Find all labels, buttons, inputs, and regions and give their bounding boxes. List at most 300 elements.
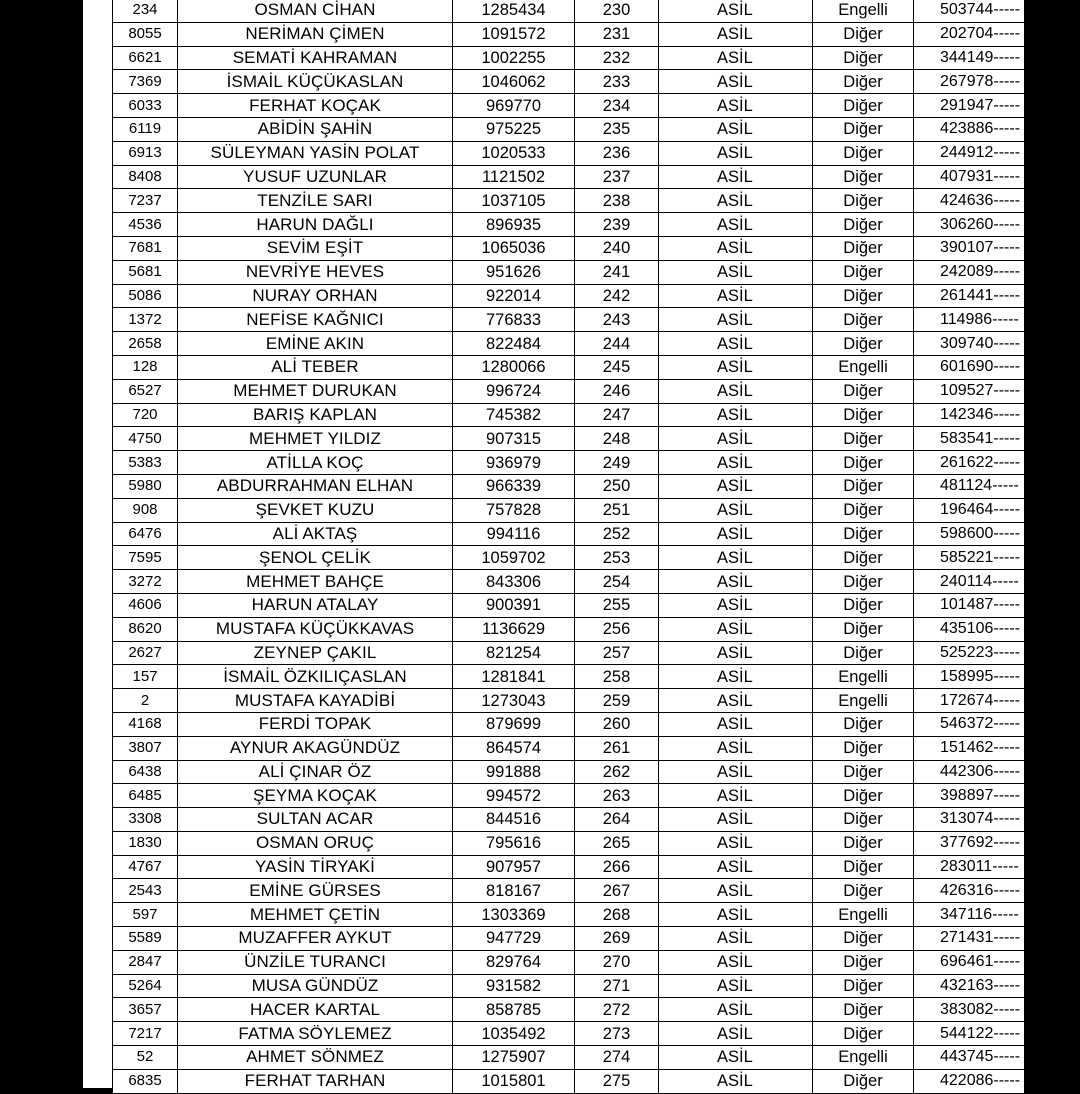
row-id-cell: 157 bbox=[113, 665, 178, 689]
score-cell: 1121502 bbox=[453, 165, 575, 189]
rank-cell: 260 bbox=[575, 712, 659, 736]
score-cell: 1281841 bbox=[453, 665, 575, 689]
id-number-cell: 598600----- bbox=[914, 522, 1025, 546]
category-cell: Diğer bbox=[813, 189, 914, 213]
category-cell: Diğer bbox=[813, 213, 914, 237]
row-id-cell: 7681 bbox=[113, 236, 178, 260]
category-cell: Engelli bbox=[813, 665, 914, 689]
row-id-cell: 52 bbox=[113, 1046, 178, 1070]
row-id-cell: 2543 bbox=[113, 879, 178, 903]
id-number-cell: 432163----- bbox=[914, 974, 1025, 998]
status-cell: ASİL bbox=[659, 760, 813, 784]
name-cell: AHMET SÖNMEZ bbox=[178, 1046, 453, 1070]
score-cell: 864574 bbox=[453, 736, 575, 760]
name-cell: MUZAFFER AYKUT bbox=[178, 927, 453, 951]
rank-cell: 240 bbox=[575, 236, 659, 260]
rank-cell: 244 bbox=[575, 332, 659, 356]
status-cell: ASİL bbox=[659, 165, 813, 189]
status-cell: ASİL bbox=[659, 0, 813, 22]
status-cell: ASİL bbox=[659, 998, 813, 1022]
id-number-cell: 696461----- bbox=[914, 950, 1025, 974]
name-cell: FERDİ TOPAK bbox=[178, 712, 453, 736]
name-cell: ABDURRAHMAN ELHAN bbox=[178, 474, 453, 498]
row-id-cell: 6033 bbox=[113, 94, 178, 118]
score-cell: 947729 bbox=[453, 927, 575, 951]
rank-cell: 238 bbox=[575, 189, 659, 213]
table-row bbox=[113, 760, 1025, 784]
row-id-cell: 7237 bbox=[113, 189, 178, 213]
status-cell: ASİL bbox=[659, 593, 813, 617]
status-cell: ASİL bbox=[659, 665, 813, 689]
rank-cell: 246 bbox=[575, 379, 659, 403]
score-cell: 844516 bbox=[453, 808, 575, 832]
category-cell: Diğer bbox=[813, 498, 914, 522]
score-cell: 821254 bbox=[453, 641, 575, 665]
row-id-cell: 2627 bbox=[113, 641, 178, 665]
score-cell: 951626 bbox=[453, 260, 575, 284]
id-number-cell: 240114----- bbox=[914, 570, 1025, 594]
rank-cell: 257 bbox=[575, 641, 659, 665]
rank-cell: 253 bbox=[575, 546, 659, 570]
score-cell: 1280066 bbox=[453, 355, 575, 379]
rank-cell: 231 bbox=[575, 22, 659, 46]
table-row bbox=[113, 712, 1025, 736]
table-row bbox=[113, 474, 1025, 498]
category-cell: Diğer bbox=[813, 46, 914, 70]
row-id-cell: 2847 bbox=[113, 950, 178, 974]
table-row bbox=[113, 855, 1025, 879]
table-row bbox=[113, 831, 1025, 855]
score-cell: 822484 bbox=[453, 332, 575, 356]
score-cell: 776833 bbox=[453, 308, 575, 332]
row-id-cell: 6119 bbox=[113, 117, 178, 141]
rank-cell: 275 bbox=[575, 1069, 659, 1093]
row-id-cell: 597 bbox=[113, 903, 178, 927]
status-cell: ASİL bbox=[659, 522, 813, 546]
row-id-cell: 720 bbox=[113, 403, 178, 427]
score-cell: 975225 bbox=[453, 117, 575, 141]
id-number-cell: 196464----- bbox=[914, 498, 1025, 522]
score-cell: 991888 bbox=[453, 760, 575, 784]
name-cell: SÜLEYMAN YASİN POLAT bbox=[178, 141, 453, 165]
score-cell: 994116 bbox=[453, 522, 575, 546]
category-cell: Diğer bbox=[813, 379, 914, 403]
id-number-cell: 423886----- bbox=[914, 117, 1025, 141]
score-cell: 757828 bbox=[453, 498, 575, 522]
category-cell: Diğer bbox=[813, 617, 914, 641]
table-row bbox=[113, 427, 1025, 451]
category-cell: Diğer bbox=[813, 546, 914, 570]
id-number-cell: 242089----- bbox=[914, 260, 1025, 284]
table-row bbox=[113, 998, 1025, 1022]
score-cell: 994572 bbox=[453, 784, 575, 808]
row-id-cell: 128 bbox=[113, 355, 178, 379]
row-id-cell: 4767 bbox=[113, 855, 178, 879]
rank-cell: 274 bbox=[575, 1046, 659, 1070]
name-cell: YUSUF UZUNLAR bbox=[178, 165, 453, 189]
score-cell: 1059702 bbox=[453, 546, 575, 570]
rank-cell: 266 bbox=[575, 855, 659, 879]
table-row bbox=[113, 22, 1025, 46]
id-number-cell: 244912----- bbox=[914, 141, 1025, 165]
status-cell: ASİL bbox=[659, 498, 813, 522]
category-cell: Diğer bbox=[813, 712, 914, 736]
rank-cell: 230 bbox=[575, 0, 659, 22]
rank-cell: 254 bbox=[575, 570, 659, 594]
status-cell: ASİL bbox=[659, 213, 813, 237]
rank-cell: 264 bbox=[575, 808, 659, 832]
name-cell: MEHMET ÇETİN bbox=[178, 903, 453, 927]
score-cell: 795616 bbox=[453, 831, 575, 855]
id-number-cell: 426316----- bbox=[914, 879, 1025, 903]
name-cell: ALİ ÇINAR ÖZ bbox=[178, 760, 453, 784]
table-row bbox=[113, 165, 1025, 189]
id-number-cell: 271431----- bbox=[914, 927, 1025, 951]
name-cell: ZEYNEP ÇAKIL bbox=[178, 641, 453, 665]
name-cell: ABİDİN ŞAHİN bbox=[178, 117, 453, 141]
name-cell: FERHAT TARHAN bbox=[178, 1069, 453, 1093]
row-id-cell: 3272 bbox=[113, 570, 178, 594]
category-cell: Engelli bbox=[813, 903, 914, 927]
score-cell: 896935 bbox=[453, 213, 575, 237]
name-cell: MEHMET BAHÇE bbox=[178, 570, 453, 594]
category-cell: Diğer bbox=[813, 570, 914, 594]
row-id-cell: 7369 bbox=[113, 70, 178, 94]
row-id-cell: 908 bbox=[113, 498, 178, 522]
category-cell: Diğer bbox=[813, 22, 914, 46]
row-id-cell: 3308 bbox=[113, 808, 178, 832]
table-row bbox=[113, 403, 1025, 427]
id-number-cell: 309740----- bbox=[914, 332, 1025, 356]
name-cell: EMİNE AKIN bbox=[178, 332, 453, 356]
table-row bbox=[113, 570, 1025, 594]
name-cell: NEFİSE KAĞNICI bbox=[178, 308, 453, 332]
rank-cell: 252 bbox=[575, 522, 659, 546]
status-cell: ASİL bbox=[659, 332, 813, 356]
status-cell: ASİL bbox=[659, 308, 813, 332]
table-row bbox=[113, 70, 1025, 94]
score-cell: 1303369 bbox=[453, 903, 575, 927]
rank-cell: 237 bbox=[575, 165, 659, 189]
row-id-cell: 5264 bbox=[113, 974, 178, 998]
category-cell: Diğer bbox=[813, 831, 914, 855]
status-cell: ASİL bbox=[659, 284, 813, 308]
status-cell: ASİL bbox=[659, 808, 813, 832]
category-cell: Diğer bbox=[813, 427, 914, 451]
category-cell: Diğer bbox=[813, 141, 914, 165]
table-body bbox=[113, 0, 1025, 1093]
id-number-cell: 114986----- bbox=[914, 308, 1025, 332]
row-id-cell: 6527 bbox=[113, 379, 178, 403]
status-cell: ASİL bbox=[659, 974, 813, 998]
name-cell: FERHAT KOÇAK bbox=[178, 94, 453, 118]
name-cell: ŞEVKET KUZU bbox=[178, 498, 453, 522]
name-cell: MUSA GÜNDÜZ bbox=[178, 974, 453, 998]
row-id-cell: 8620 bbox=[113, 617, 178, 641]
name-cell: SEVİM EŞİT bbox=[178, 236, 453, 260]
category-cell: Engelli bbox=[813, 0, 914, 22]
status-cell: ASİL bbox=[659, 70, 813, 94]
id-number-cell: 383082----- bbox=[914, 998, 1025, 1022]
table-row bbox=[113, 593, 1025, 617]
name-cell: ŞEYMA KOÇAK bbox=[178, 784, 453, 808]
id-number-cell: 109527----- bbox=[914, 379, 1025, 403]
rank-cell: 251 bbox=[575, 498, 659, 522]
row-id-cell: 4168 bbox=[113, 712, 178, 736]
score-cell: 1020533 bbox=[453, 141, 575, 165]
score-cell: 1065036 bbox=[453, 236, 575, 260]
row-id-cell: 8055 bbox=[113, 22, 178, 46]
row-id-cell: 5086 bbox=[113, 284, 178, 308]
name-cell: OSMAN ORUÇ bbox=[178, 831, 453, 855]
category-cell: Diğer bbox=[813, 641, 914, 665]
score-cell: 879699 bbox=[453, 712, 575, 736]
rank-cell: 259 bbox=[575, 689, 659, 713]
rank-cell: 249 bbox=[575, 451, 659, 475]
status-cell: ASİL bbox=[659, 1069, 813, 1093]
category-cell: Diğer bbox=[813, 1069, 914, 1093]
row-id-cell: 2 bbox=[113, 689, 178, 713]
score-cell: 1275907 bbox=[453, 1046, 575, 1070]
rank-cell: 232 bbox=[575, 46, 659, 70]
rank-cell: 273 bbox=[575, 1022, 659, 1046]
row-id-cell: 6621 bbox=[113, 46, 178, 70]
id-number-cell: 424636----- bbox=[914, 189, 1025, 213]
row-id-cell: 3807 bbox=[113, 736, 178, 760]
row-id-cell: 5383 bbox=[113, 451, 178, 475]
id-number-cell: 344149----- bbox=[914, 46, 1025, 70]
id-number-cell: 583541----- bbox=[914, 427, 1025, 451]
score-cell: 1046062 bbox=[453, 70, 575, 94]
rank-cell: 263 bbox=[575, 784, 659, 808]
table-row bbox=[113, 665, 1025, 689]
category-cell: Diğer bbox=[813, 760, 914, 784]
id-number-cell: 347116----- bbox=[914, 903, 1025, 927]
id-number-cell: 261441----- bbox=[914, 284, 1025, 308]
category-cell: Diğer bbox=[813, 165, 914, 189]
status-cell: ASİL bbox=[659, 570, 813, 594]
status-cell: ASİL bbox=[659, 903, 813, 927]
score-cell: 1273043 bbox=[453, 689, 575, 713]
rank-cell: 265 bbox=[575, 831, 659, 855]
category-cell: Diğer bbox=[813, 927, 914, 951]
rank-cell: 243 bbox=[575, 308, 659, 332]
name-cell: MUSTAFA KAYADİBİ bbox=[178, 689, 453, 713]
id-number-cell: 585221----- bbox=[914, 546, 1025, 570]
score-cell: 1091572 bbox=[453, 22, 575, 46]
row-id-cell: 5681 bbox=[113, 260, 178, 284]
rank-cell: 268 bbox=[575, 903, 659, 927]
rank-cell: 247 bbox=[575, 403, 659, 427]
table-row bbox=[113, 189, 1025, 213]
id-number-cell: 525223----- bbox=[914, 641, 1025, 665]
table-row bbox=[113, 141, 1025, 165]
name-cell: ATİLLA KOÇ bbox=[178, 451, 453, 475]
id-number-cell: 283011----- bbox=[914, 855, 1025, 879]
category-cell: Diğer bbox=[813, 736, 914, 760]
table-row bbox=[113, 236, 1025, 260]
row-id-cell: 8408 bbox=[113, 165, 178, 189]
table-row bbox=[113, 879, 1025, 903]
id-number-cell: 601690----- bbox=[914, 355, 1025, 379]
category-cell: Engelli bbox=[813, 355, 914, 379]
id-number-cell: 503744----- bbox=[914, 0, 1025, 22]
category-cell: Diğer bbox=[813, 451, 914, 475]
row-id-cell: 7595 bbox=[113, 546, 178, 570]
score-cell: 966339 bbox=[453, 474, 575, 498]
table-row bbox=[113, 260, 1025, 284]
rank-cell: 267 bbox=[575, 879, 659, 903]
name-cell: HACER KARTAL bbox=[178, 998, 453, 1022]
id-number-cell: 158995----- bbox=[914, 665, 1025, 689]
id-number-cell: 377692----- bbox=[914, 831, 1025, 855]
row-id-cell: 234 bbox=[113, 0, 178, 22]
category-cell: Diğer bbox=[813, 70, 914, 94]
id-number-cell: 172674----- bbox=[914, 689, 1025, 713]
status-cell: ASİL bbox=[659, 427, 813, 451]
name-cell: ALİ TEBER bbox=[178, 355, 453, 379]
id-number-cell: 313074----- bbox=[914, 808, 1025, 832]
score-cell: 745382 bbox=[453, 403, 575, 427]
id-number-cell: 481124----- bbox=[914, 474, 1025, 498]
table-row bbox=[113, 451, 1025, 475]
table-row bbox=[113, 808, 1025, 832]
table-row bbox=[113, 903, 1025, 927]
row-id-cell: 6438 bbox=[113, 760, 178, 784]
score-cell: 829764 bbox=[453, 950, 575, 974]
row-id-cell: 4536 bbox=[113, 213, 178, 237]
category-cell: Engelli bbox=[813, 1046, 914, 1070]
table-row bbox=[113, 117, 1025, 141]
rank-cell: 236 bbox=[575, 141, 659, 165]
status-cell: ASİL bbox=[659, 950, 813, 974]
name-cell: NEVRİYE HEVES bbox=[178, 260, 453, 284]
score-cell: 996724 bbox=[453, 379, 575, 403]
name-cell: İSMAİL KÜÇÜKASLAN bbox=[178, 70, 453, 94]
name-cell: FATMA SÖYLEMEZ bbox=[178, 1022, 453, 1046]
table-row bbox=[113, 332, 1025, 356]
name-cell: BARIŞ KAPLAN bbox=[178, 403, 453, 427]
category-cell: Diğer bbox=[813, 236, 914, 260]
rank-cell: 233 bbox=[575, 70, 659, 94]
status-cell: ASİL bbox=[659, 784, 813, 808]
status-cell: ASİL bbox=[659, 117, 813, 141]
score-cell: 1136629 bbox=[453, 617, 575, 641]
status-cell: ASİL bbox=[659, 189, 813, 213]
rank-cell: 242 bbox=[575, 284, 659, 308]
name-cell: ŞENOL ÇELİK bbox=[178, 546, 453, 570]
status-cell: ASİL bbox=[659, 712, 813, 736]
id-number-cell: 101487----- bbox=[914, 593, 1025, 617]
score-cell: 907315 bbox=[453, 427, 575, 451]
rank-cell: 272 bbox=[575, 998, 659, 1022]
row-id-cell: 1372 bbox=[113, 308, 178, 332]
table-row bbox=[113, 498, 1025, 522]
id-number-cell: 142346----- bbox=[914, 403, 1025, 427]
table-row bbox=[113, 379, 1025, 403]
name-cell: NERİMAN ÇİMEN bbox=[178, 22, 453, 46]
status-cell: ASİL bbox=[659, 927, 813, 951]
status-cell: ASİL bbox=[659, 22, 813, 46]
table-row bbox=[113, 689, 1025, 713]
id-number-cell: 398897----- bbox=[914, 784, 1025, 808]
category-cell: Diğer bbox=[813, 117, 914, 141]
score-cell: 858785 bbox=[453, 998, 575, 1022]
category-cell: Diğer bbox=[813, 308, 914, 332]
results-table bbox=[112, 0, 1025, 1094]
table-row bbox=[113, 94, 1025, 118]
status-cell: ASİL bbox=[659, 403, 813, 427]
rank-cell: 250 bbox=[575, 474, 659, 498]
status-cell: ASİL bbox=[659, 94, 813, 118]
category-cell: Diğer bbox=[813, 593, 914, 617]
row-id-cell: 4750 bbox=[113, 427, 178, 451]
name-cell: MEHMET DURUKAN bbox=[178, 379, 453, 403]
row-id-cell: 4606 bbox=[113, 593, 178, 617]
name-cell: YASİN TİRYAKİ bbox=[178, 855, 453, 879]
table-row bbox=[113, 927, 1025, 951]
table-row bbox=[113, 213, 1025, 237]
category-cell: Diğer bbox=[813, 855, 914, 879]
row-id-cell: 3657 bbox=[113, 998, 178, 1022]
category-cell: Diğer bbox=[813, 332, 914, 356]
score-cell: 931582 bbox=[453, 974, 575, 998]
rank-cell: 248 bbox=[575, 427, 659, 451]
name-cell: EMİNE GÜRSES bbox=[178, 879, 453, 903]
table-row bbox=[113, 784, 1025, 808]
category-cell: Diğer bbox=[813, 950, 914, 974]
score-cell: 907957 bbox=[453, 855, 575, 879]
status-cell: ASİL bbox=[659, 474, 813, 498]
rank-cell: 269 bbox=[575, 927, 659, 951]
category-cell: Diğer bbox=[813, 784, 914, 808]
rank-cell: 256 bbox=[575, 617, 659, 641]
status-cell: ASİL bbox=[659, 1022, 813, 1046]
table-row bbox=[113, 308, 1025, 332]
id-number-cell: 151462----- bbox=[914, 736, 1025, 760]
score-cell: 1037105 bbox=[453, 189, 575, 213]
id-number-cell: 390107----- bbox=[914, 236, 1025, 260]
name-cell: TENZİLE SARI bbox=[178, 189, 453, 213]
rank-cell: 271 bbox=[575, 974, 659, 998]
id-number-cell: 306260----- bbox=[914, 213, 1025, 237]
status-cell: ASİL bbox=[659, 641, 813, 665]
status-cell: ASİL bbox=[659, 379, 813, 403]
row-id-cell: 1830 bbox=[113, 831, 178, 855]
table-row bbox=[113, 546, 1025, 570]
status-cell: ASİL bbox=[659, 46, 813, 70]
status-cell: ASİL bbox=[659, 831, 813, 855]
score-cell: 1285434 bbox=[453, 0, 575, 22]
rank-cell: 234 bbox=[575, 94, 659, 118]
score-cell: 900391 bbox=[453, 593, 575, 617]
name-cell: SEMATİ KAHRAMAN bbox=[178, 46, 453, 70]
row-id-cell: 6913 bbox=[113, 141, 178, 165]
rank-cell: 258 bbox=[575, 665, 659, 689]
rank-cell: 255 bbox=[575, 593, 659, 617]
rank-cell: 261 bbox=[575, 736, 659, 760]
score-cell: 843306 bbox=[453, 570, 575, 594]
status-cell: ASİL bbox=[659, 689, 813, 713]
rank-cell: 262 bbox=[575, 760, 659, 784]
id-number-cell: 442306----- bbox=[914, 760, 1025, 784]
status-cell: ASİL bbox=[659, 617, 813, 641]
row-id-cell: 6485 bbox=[113, 784, 178, 808]
row-id-cell: 6476 bbox=[113, 522, 178, 546]
category-cell: Diğer bbox=[813, 403, 914, 427]
name-cell: İSMAİL ÖZKILIÇASLAN bbox=[178, 665, 453, 689]
status-cell: ASİL bbox=[659, 236, 813, 260]
